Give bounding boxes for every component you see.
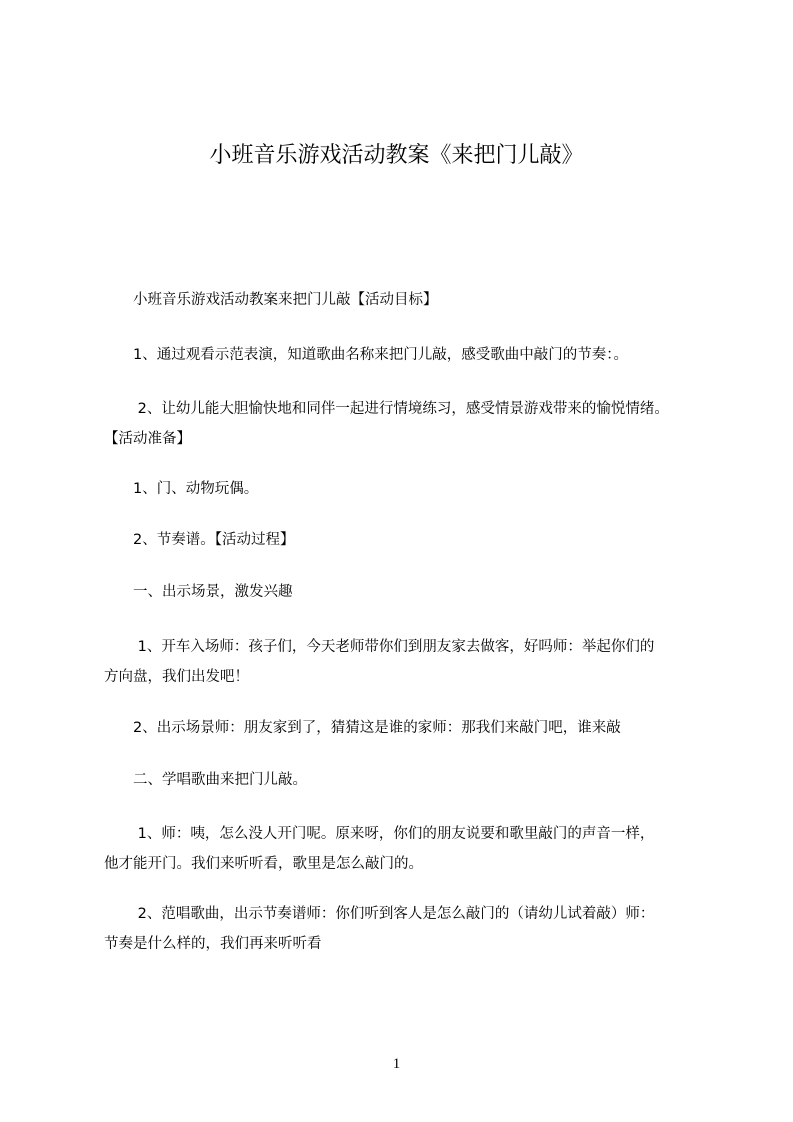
paragraph-line: 2、出示场景师：朋友家到了，猜猜这是谁的家师：那我们来敲门吧，谁来敲 (104, 720, 621, 736)
paragraph-learn-1 (104, 819, 722, 879)
paragraph-line: 1、门、动物玩偶。 (104, 481, 259, 497)
paragraph-line: 2、让幼儿能大胆愉快地和同伴一起进行情境练习，感受情景游戏带来的愉悦情绪。 (104, 401, 669, 417)
paragraph-line: 2、范唱歌曲，出示节奏谱师：你们听到客人是怎么敲门的（请幼儿试着敲）师： (104, 906, 655, 922)
paragraph-prep-2 (104, 525, 722, 555)
paragraph-line: 小班音乐游戏活动教案来把门儿敲【活动目标】 (104, 292, 438, 308)
paragraph-section-2 (104, 765, 722, 795)
paragraph-prep-1 (104, 474, 722, 504)
paragraph-line: 【活动准备】 (104, 431, 191, 447)
paragraph-learn-2 (104, 899, 722, 959)
paragraph-line: 2、节奏谱。【活动过程】 (104, 532, 295, 548)
paragraph-line: 1、通过观看示范表演，知道歌曲名称来把门儿敲，感受歌曲中敲门的节奏：。 (104, 347, 628, 363)
paragraph-line: 二、学唱歌曲来把门儿敲。 (104, 772, 307, 788)
page-title: 小班音乐游戏活动教案《来把门儿敲》 (209, 143, 584, 168)
page-number: 1 (392, 1056, 401, 1072)
paragraph-goal-1 (104, 340, 722, 370)
paragraph-line: 1、开车入场师：孩子们，今天老师带你们到朋友家去做客，好吗师：举起你们的 (104, 639, 655, 655)
paragraph-line: 一、出示场景，激发兴趣 (104, 584, 293, 600)
paragraph-step-1 (104, 632, 722, 692)
paragraph-line: 节奏是什么样的，我们再来听听看 (104, 936, 322, 952)
paragraph-line: 1、师：咦，怎么没人开门呢。原来呀，你们的朋友说要和歌里敲门的声音一样， (104, 826, 655, 842)
paragraph-line: 方向盘，我们出发吧！ (104, 669, 249, 685)
paragraph-goal-2 (104, 394, 722, 454)
paragraph-section-1 (104, 577, 722, 607)
paragraph-intro (104, 285, 722, 315)
paragraph-line: 他才能开门。我们来听听看，歌里是怎么敲门的。 (104, 856, 423, 872)
paragraph-step-2 (104, 713, 722, 743)
